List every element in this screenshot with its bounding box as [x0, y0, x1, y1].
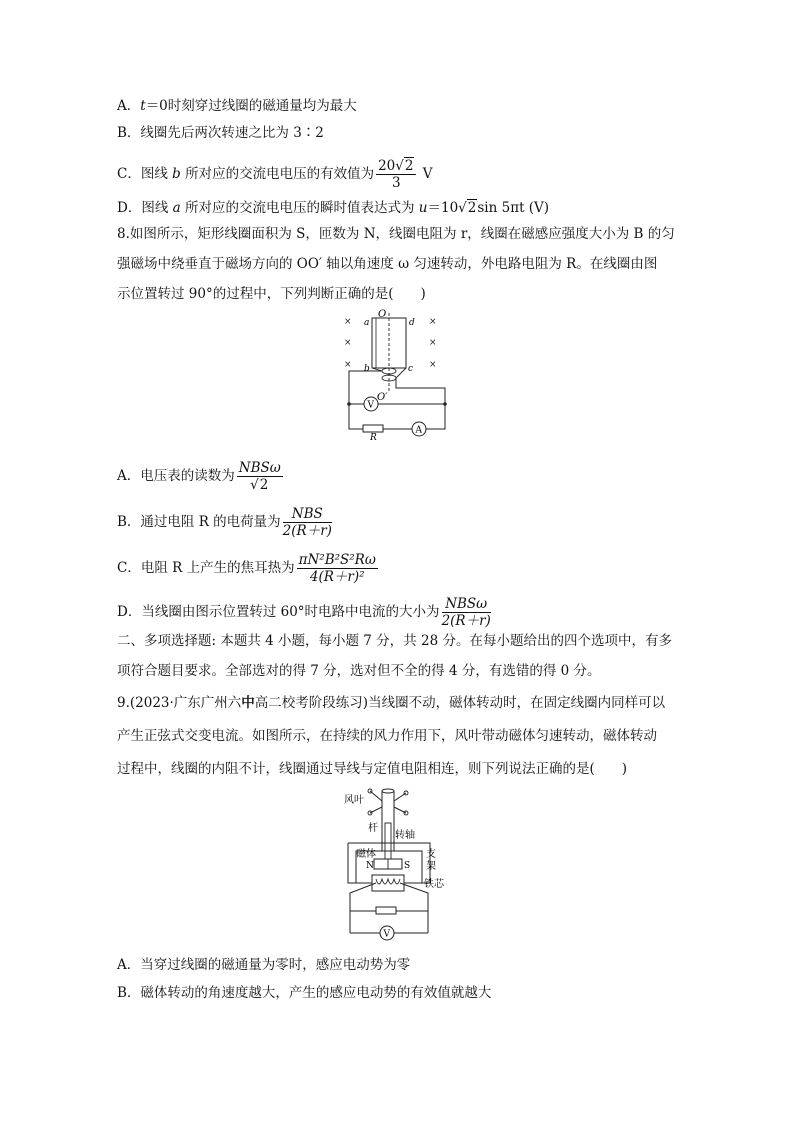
q7-option-d	[117, 198, 549, 218]
option-text: 当线圈由图示位置转过 60°时电路中电流的大小为	[141, 604, 440, 620]
sqrt-symbol: √2	[458, 200, 477, 216]
q7-option-c	[117, 158, 433, 191]
resistor-symbol	[363, 425, 383, 432]
option-variable: t	[140, 98, 146, 114]
corner-label-a: a	[364, 318, 370, 328]
option-label: C．	[117, 560, 141, 576]
option-label: B．	[117, 125, 141, 141]
section2-instructions	[117, 626, 677, 686]
option-label: A．	[117, 957, 141, 973]
resistor-label: R	[370, 433, 377, 440]
unit: V	[418, 166, 433, 182]
option-text: 图线	[141, 200, 173, 216]
corner-label-d: d	[409, 318, 415, 328]
q9-wind-generator-figure	[342, 783, 460, 948]
label-gan: 杆	[368, 823, 378, 834]
q8-coil-circuit-figure	[335, 305, 460, 440]
option-text: 图线	[140, 166, 173, 182]
option-variable: a	[172, 200, 181, 216]
corner-label-c: c	[408, 364, 414, 374]
sqrt-symbol: √2	[250, 477, 269, 493]
magnet-pole-s: S	[404, 861, 411, 871]
field-cross: ×	[429, 338, 437, 348]
option-variable: b	[172, 166, 181, 182]
circuit-wire	[349, 371, 445, 429]
label-zhuanzhou: 转轴	[395, 830, 415, 841]
fraction	[297, 552, 378, 585]
numerator-coef: 20	[378, 158, 396, 174]
stem-line: 示位置转过 90°的过程中，下列判断正确的是( )	[117, 286, 426, 302]
label-fengye: 风叶	[344, 795, 364, 806]
option-text: 通过电阻 R 的电荷量为	[140, 514, 281, 530]
stem-line	[117, 688, 677, 718]
option-text: ＝0时刻穿过线圈的磁通量均为最大	[145, 98, 357, 114]
field-cross: ×	[344, 317, 352, 327]
ammeter-label: A	[415, 425, 422, 436]
option-label: B．	[117, 514, 141, 530]
radicand: 2	[404, 158, 414, 174]
stem-line: 8.如图所示，矩形线圈面积为 S，匝数为 N，线圈电阻为 r，线圈在磁感应强度大小为 B 的匀	[117, 226, 675, 242]
option-label: D．	[117, 604, 142, 620]
option-text: 电阻 R 上产生的焦耳热为	[140, 560, 295, 576]
option-text: 所对应的交流电电压的有效值为	[180, 166, 375, 182]
magnet-pole-n: N	[366, 861, 374, 871]
label-citi: 磁体	[356, 849, 376, 860]
option-label: B．	[117, 985, 141, 1001]
q8-option-a	[117, 460, 285, 493]
stem-line: 过程中，线圈的内阻不计，线圈通过导线与定值电阻相连，则下列说法正确的是( )	[117, 761, 628, 777]
q8-option-b	[117, 506, 334, 539]
option-text: 电压表的读数为	[140, 468, 235, 484]
sqrt-symbol: √2	[395, 158, 414, 174]
radicand: 2	[467, 200, 477, 216]
numerator: NBS	[283, 506, 332, 523]
voltmeter-label: V	[383, 929, 390, 940]
expr-variable: u	[418, 200, 428, 216]
fraction	[376, 158, 416, 191]
option-label: D．	[117, 200, 142, 216]
section-line: 二、多项选择题: 本题共 4 小题，每小题 7 分，共 28 分。在每小题给出的四个选项中，有多	[117, 633, 672, 649]
numerator: NBSω	[442, 596, 491, 613]
option-label: C．	[117, 166, 141, 182]
denominator: 2(R＋r)	[282, 523, 332, 539]
stem-line: 强磁场中绕垂直于磁场方向的 OO′ 轴以角速度 ω 匀速转动，外电路电阻为 R。在线圈由图	[117, 256, 658, 272]
denominator: 2(R＋r)	[441, 613, 491, 629]
axis-label-o: O	[378, 309, 387, 320]
q7-option-a	[117, 96, 357, 116]
label-tiexin: 铁芯	[424, 879, 444, 890]
q9-stem	[117, 688, 677, 784]
axis-label-o-prime: O′	[377, 392, 388, 403]
field-cross: ×	[344, 360, 352, 370]
q7-option-b	[117, 123, 324, 143]
option-text: 所对应的交流电电压的瞬时值表达式为	[180, 200, 419, 216]
q8-option-c	[117, 552, 380, 585]
corner-label-b: b	[364, 364, 370, 374]
resistor-symbol	[376, 907, 396, 914]
label-jia: 架	[426, 861, 436, 872]
stem-text: 高二校考阶段练习)当线圈不动，磁体转动时，在固定线圈内同样可以	[254, 695, 666, 711]
stem-line: 产生正弦式交变电流。如图所示，在持续的风力作用下，风叶带动磁体匀速转动，磁体转动	[117, 728, 657, 744]
label-zhi: 支	[426, 849, 436, 860]
denominator: 4(R＋r)²	[309, 569, 365, 585]
field-cross: ×	[429, 317, 437, 327]
q8-stem	[117, 219, 677, 309]
option-text: 线圈先后两次转速之比为 3∶2	[140, 125, 324, 141]
field-cross: ×	[344, 338, 352, 348]
voltmeter-label: V	[367, 400, 374, 411]
numerator: NBSω	[238, 460, 281, 476]
stem-text-bold: 中	[241, 695, 255, 711]
denominator: 3	[391, 175, 401, 191]
expr-text: ＝10	[427, 200, 459, 216]
fraction	[283, 506, 332, 539]
fraction	[237, 460, 283, 493]
q9-option-b	[117, 983, 491, 1003]
option-text: 磁体转动的角速度越大，产生的感应电动势的有效值就越大	[140, 985, 492, 1001]
numerator: πN²B²S²Rω	[298, 552, 376, 568]
option-label: A．	[117, 98, 141, 114]
radicand: 2	[259, 477, 269, 493]
option-text: 当穿过线圈的磁通量为零时，感应电动势为零	[140, 957, 411, 973]
fraction	[442, 596, 491, 629]
magnetic-field-crosses	[344, 317, 437, 370]
field-cross: ×	[429, 360, 437, 370]
option-label: A．	[117, 468, 141, 484]
q8-option-d	[117, 596, 493, 629]
section-line: 项符合题目要求。全部选对的得 7 分，选对但不全的得 4 分，有选错的得 0 分。	[117, 663, 601, 679]
expr-text: sin 5πt (V)	[477, 200, 550, 216]
coil	[376, 879, 400, 884]
q9-option-a	[117, 955, 410, 975]
stem-text: 9.(2023·广东广州六	[117, 695, 242, 711]
